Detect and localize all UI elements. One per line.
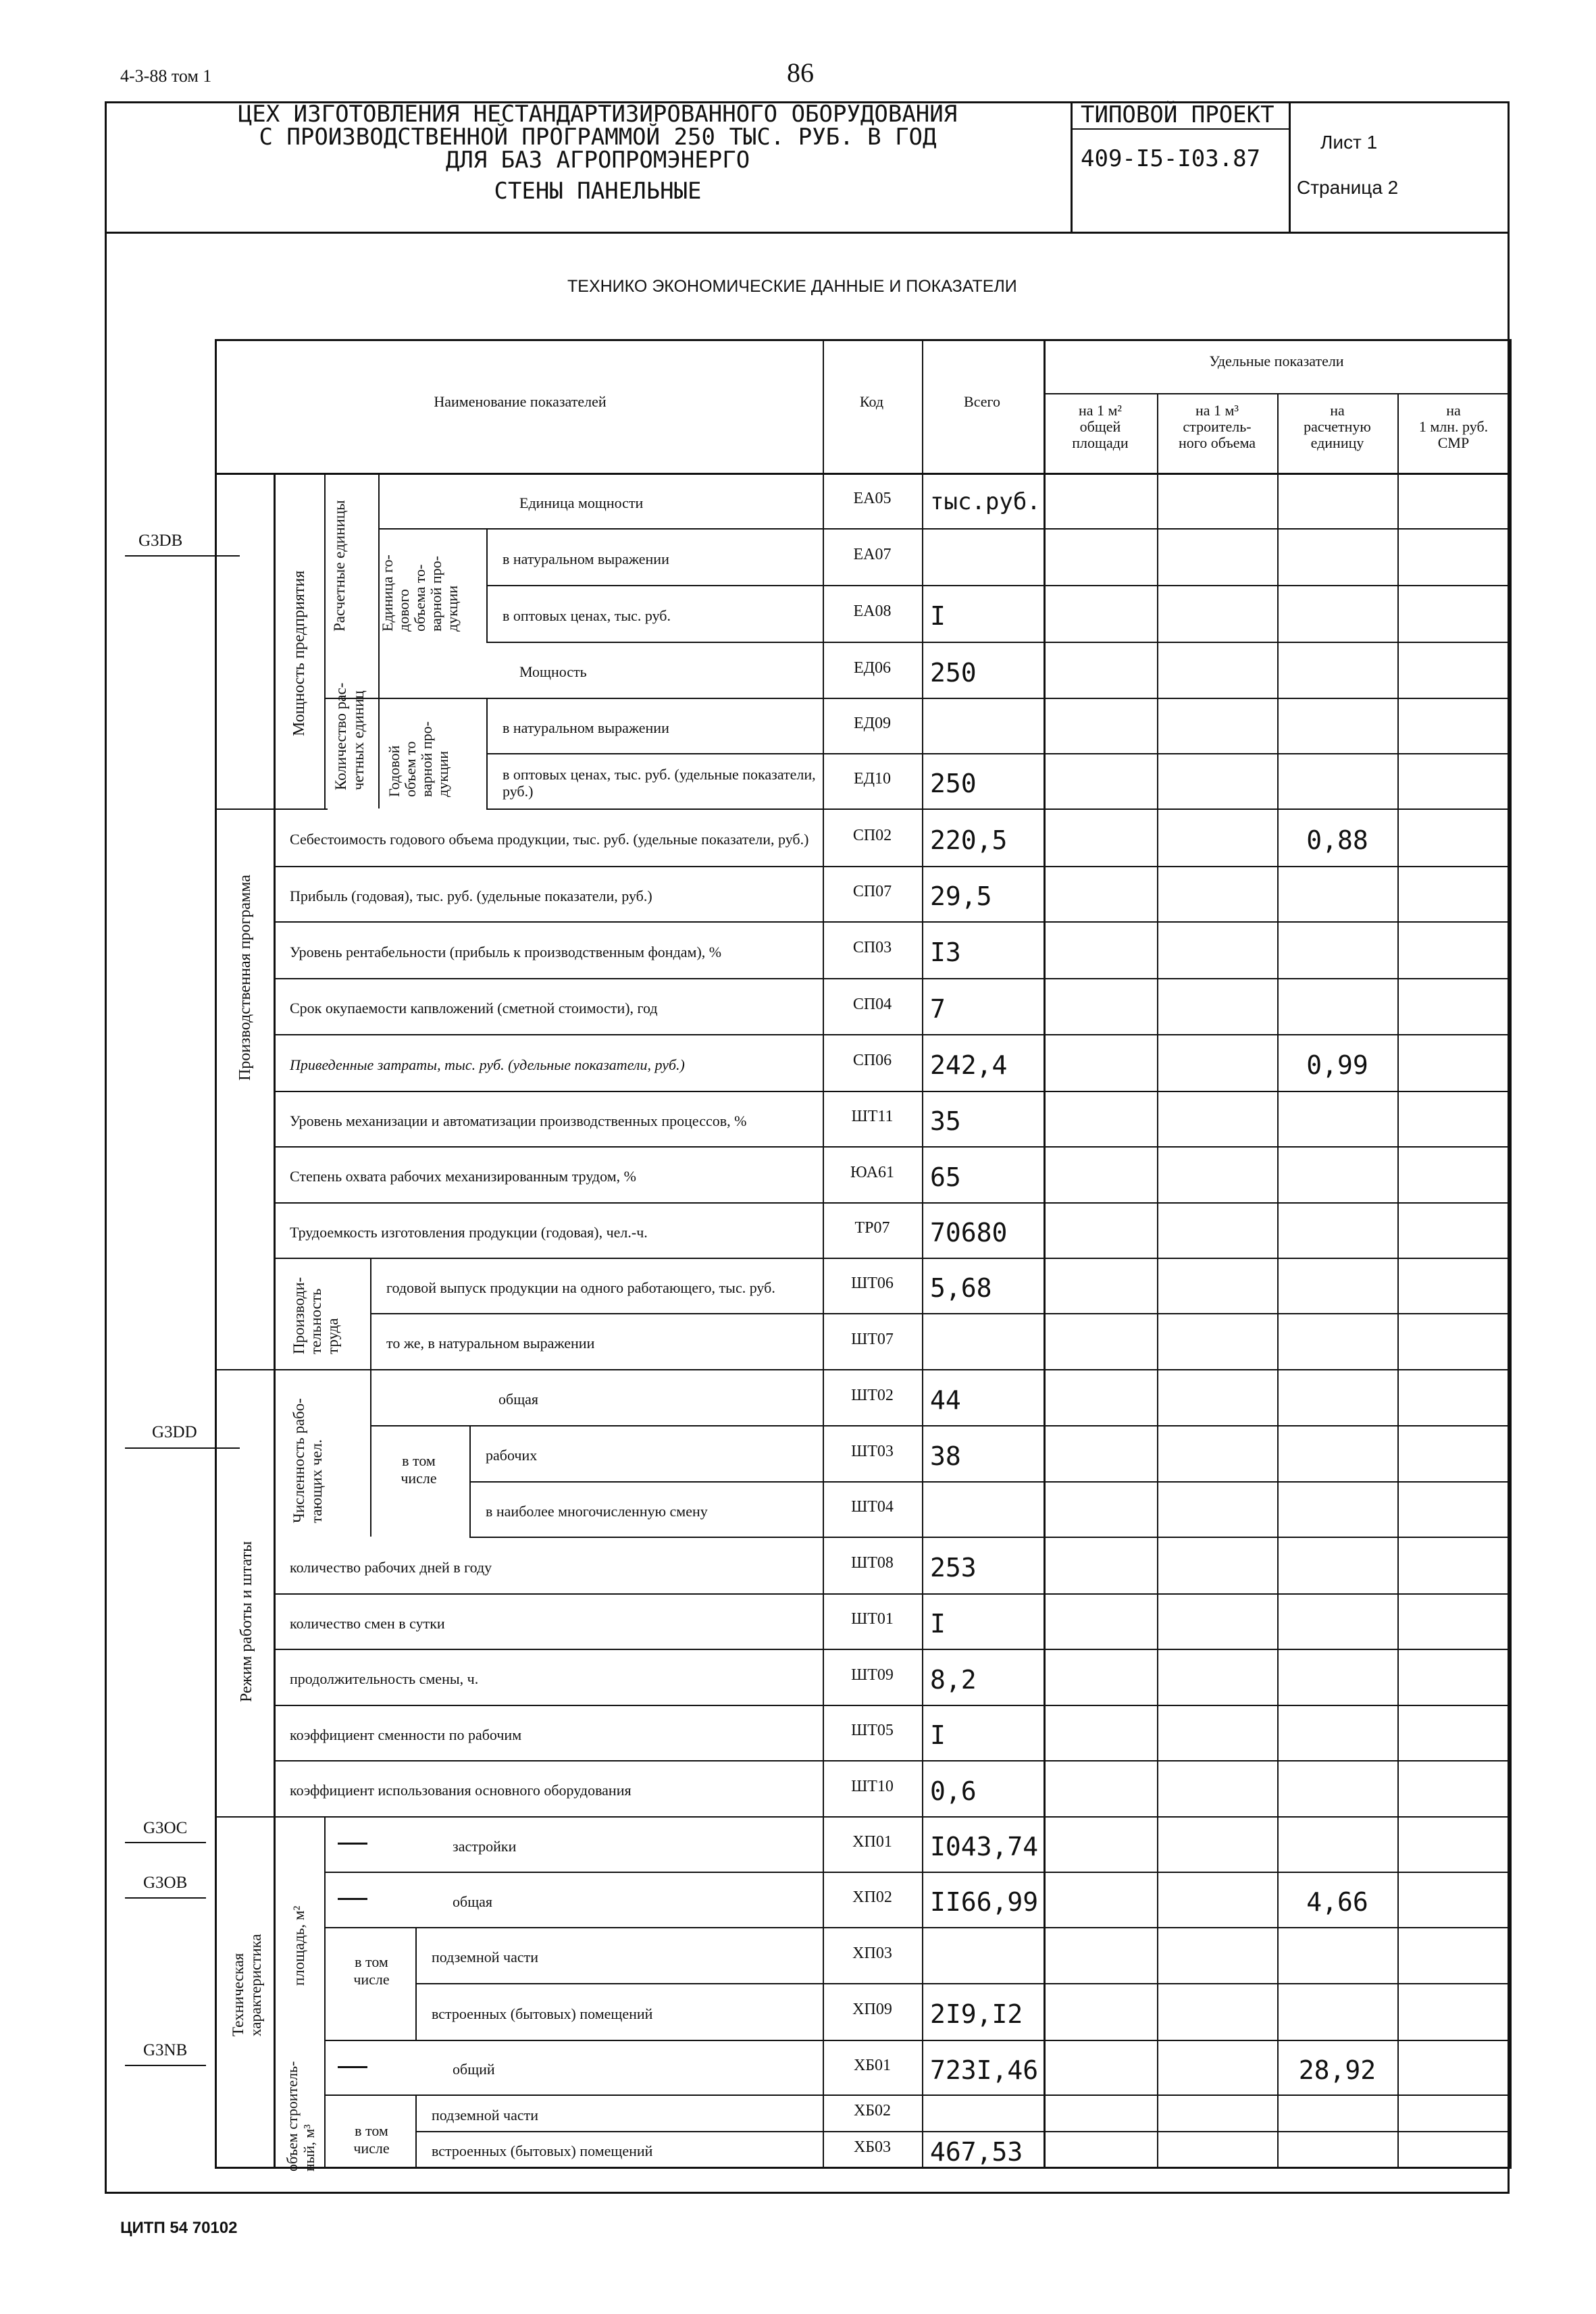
header-name: Наименование показателей [434,393,607,410]
table-rule [324,2040,415,2041]
table-rule [274,1146,1510,1148]
table-rule [274,1258,1510,1259]
row-total: 220,5 [930,825,1008,855]
project-label: ТИПОВОЙ ПРОЕКТ [1081,101,1275,128]
row-total: 253 [930,1553,977,1583]
row-total: 0,6 [930,1776,977,1806]
row-total: II66,99 [930,1887,1039,1917]
incl-headcount: в том числе [401,1452,437,1487]
table-rule [415,2131,1510,2132]
row-label: общая [498,1391,539,1408]
row-code: ШТ05 [851,1722,894,1739]
dash-mark [338,1898,367,1900]
row-code: ШТ10 [851,1777,894,1795]
row-label: Мощность [519,663,587,680]
row-total: I3 [930,937,961,967]
row-total: тыс.руб. [930,488,1041,515]
table-rule [370,1425,1510,1426]
row-label: в натуральном выражении [503,719,669,736]
table-rule [274,1816,1510,1818]
group-calc-units: Расчетные единицы [331,500,348,632]
row-code: СП07 [852,883,892,900]
table-title: ТЕХНИКО ЭКОНОМИЧЕСКИЕ ДАННЫЕ И ПОКАЗАТЕЛИ [567,277,1017,296]
marker-g3db: G3DB [138,532,183,550]
row-label: Единица мощности [519,494,644,511]
row-code: СП03 [852,939,892,956]
row-code: ШТ06 [851,1275,894,1292]
table-right-rule [1510,339,1512,2169]
table-rule [274,866,1510,867]
row-total: 70680 [930,1218,1008,1248]
table-rule [378,698,1510,699]
marker-g3dd: G3DD [152,1423,197,1441]
project-number: 409-I5-I03.87 [1081,145,1261,172]
table-rule [274,1034,1510,1035]
table-rule [415,1983,1510,1984]
row-total: 35 [930,1106,961,1136]
row-label: коэффициент использования основного оборудования [290,1782,632,1799]
table-rule [215,1816,276,1818]
row-label: общий [453,2061,495,2078]
row-code: ЕА08 [853,602,892,620]
table-rule [274,1593,1510,1595]
table-rule [486,528,488,642]
table-rule [324,473,326,808]
table-rule [274,1760,1510,1762]
table-rule [370,1258,371,1537]
row-code: ЕА05 [853,490,892,507]
row-code: ШТ11 [851,1108,894,1125]
header-sub-rule [1044,393,1510,394]
row-total: I [930,601,946,631]
group-production-program: Производственная программа [236,875,254,1081]
table-rule [274,1649,1510,1650]
row-total: 250 [930,769,977,798]
table-rule [486,698,488,808]
table-rule [274,1705,1510,1706]
row-total: 7 [930,994,946,1024]
row-code: СП04 [852,995,892,1013]
row-total: 65 [930,1162,961,1192]
row-code: СП02 [852,826,892,844]
row-total: I [930,1609,946,1639]
page-number: 86 [787,57,814,88]
table-rule [276,1369,370,1370]
row-label: Уровень рентабельности (прибыль к производственным фондам), % [290,943,722,960]
header-total: Всего [964,393,1000,410]
table-rule [378,528,1510,530]
row-label: встроенных (бытовых) помещений [432,2142,653,2159]
row-label: годовой выпуск продукции на одного работающего, тыс. руб. [386,1279,775,1296]
row-per-unit: 28,92 [1298,2055,1376,2085]
row-label: Себестоимость годового объема продукции, тыс. руб. (удельные показатели, руб.) [290,831,809,848]
row-total: 250 [930,657,977,688]
table-rule [1157,393,1158,2167]
sheet-number: Лист 1 [1320,132,1378,153]
incl-volume: в том числе [353,2122,390,2157]
table-rule [274,978,1510,979]
header-per-volume: на 1 м³ строитель- ного объема [1178,402,1256,451]
table-rule [274,921,1510,923]
table-rule [415,2040,1510,2041]
row-code: ЕД09 [853,715,892,732]
row-total: 5,68 [930,1273,992,1303]
group-rule-major [274,473,276,2167]
row-label: количество смен в сутки [290,1614,445,1632]
row-code: ХБ01 [853,2056,892,2074]
row-total: 242,4 [930,1050,1008,1080]
table-rule [274,1091,1510,1092]
marker-g3nb: G3NB [143,2041,188,2059]
row-total: 2I9,I2 [930,1999,1023,2029]
row-code: ХП03 [852,1944,892,1962]
table-rule [1044,339,1046,2169]
row-label: подземной части [432,1949,539,1965]
row-code: ШТ03 [851,1442,894,1460]
table-rule [922,339,923,2169]
table-rule [370,1313,1510,1314]
series-label: 4-3-88 том 1 [120,66,212,86]
table-top-rule [215,339,1510,341]
marker-g3oc: G3OC [143,1819,188,1837]
row-code: ШТ01 [851,1610,894,1628]
table-rule [486,753,1510,754]
table-rule [324,1927,1510,1928]
row-code: ЕД06 [853,659,892,677]
row-per-unit: 0,88 [1306,825,1368,855]
table-rule [378,473,380,808]
row-label: застройки [453,1837,517,1855]
header-bottom-rule [215,473,1510,475]
dash-mark [338,1843,367,1845]
row-code: СП06 [852,1052,892,1069]
header-per-million: на 1 млн. руб. СМР [1418,402,1489,451]
header-specific: Удельные показатели [1209,353,1344,369]
row-code: ХП09 [852,2001,892,2018]
table-rule [469,1537,1510,1538]
document-title: ЦЕХ ИЗГОТОВЛЕНИЯ НЕСТАНДАРТИЗИРОВАННОГО ОБОРУДОВАНИЯ С ПРОИЗВОДСТВЕННОЙ ПРОГРАММОЙ 250 ТЫС. РУБ. В ГОД ДЛЯ БАЗ АГРОПРОМЭНЕРГО СТЕНЫ ПАНЕЛЬНЫЕ [238,101,958,205]
header-code: Код [859,393,884,410]
row-label: Срок окупаемости капвложений (сметной стоимости), год [290,1000,658,1017]
header-per-unit: на расчетную единицу [1304,402,1371,451]
row-code: ХП02 [852,1888,892,1906]
table-rule [415,2167,1510,2168]
footer-code: ЦИТП 54 70102 [120,2219,238,2237]
marker-g3ob: G3OB [143,1874,188,1892]
row-total: I043,74 [930,1832,1039,1861]
row-label: продолжительность смены, ч. [290,1670,479,1687]
row-label: рабочих [486,1447,538,1464]
row-label: в наиболее многочисленную смену [486,1502,708,1520]
row-label: коэффициент сменности по рабочим [290,1726,522,1743]
row-label: Трудоемкость изготовления продукции (годовая), чел.-ч. [290,1223,648,1241]
row-code: ХБ03 [853,2138,892,2156]
table-rule [274,1202,1510,1204]
row-label: в оптовых ценах, тыс. руб. (удельные показатели, руб.) [503,766,816,800]
table-rule [324,1816,326,2167]
row-total: 29,5 [930,881,992,911]
row-total: 723I,46 [930,2055,1039,2085]
row-total: 44 [930,1385,961,1415]
header-per-area: на 1 м² общей площади [1072,402,1129,451]
row-label: в натуральном выражении [503,550,669,567]
row-label: Приведенные затраты, тыс. руб. (удельные показатели, руб.) [290,1056,685,1073]
table-rule [215,808,328,810]
table-rule [324,1872,1510,1873]
row-label: общая [453,1893,493,1910]
group-enterprise-capacity: Мощность предприятия [290,570,308,736]
row-label: Прибыль (годовая), тыс. руб. (удельные показатели, руб.) [290,887,652,904]
row-code: ШТ07 [851,1330,894,1348]
incl-area: в том числе [353,1953,390,1988]
table-rule [486,585,1510,586]
group-area: площадь, м² [290,1905,307,1986]
row-code: ХП01 [852,1833,892,1851]
row-per-unit: 0,99 [1306,1050,1368,1080]
row-total: 467,53 [930,2136,1023,2167]
row-total: 8,2 [930,1664,977,1695]
row-total: I [930,1720,946,1750]
row-code: ХБ02 [853,2102,892,2119]
page-label: Страница 2 [1297,177,1399,198]
group-work-mode: Режим работы и штаты [238,1541,255,1702]
table-rule [469,1481,1510,1483]
row-code: ЮА61 [850,1163,895,1181]
row-code: ШТ08 [851,1554,894,1572]
row-code: ТР07 [854,1219,890,1237]
row-code: ЕА07 [853,546,892,563]
table-rule [324,2094,1510,2096]
row-code: ШТ02 [851,1386,894,1404]
row-label: встроенных (бытовых) помещений [432,2005,653,2022]
row-per-unit: 4,66 [1306,1887,1368,1917]
row-label: подземной части [432,2106,539,2124]
table-rule [486,808,1510,810]
table-left-rule [215,339,217,2169]
table-rule [486,642,1510,643]
row-label: в оптовых ценах, тыс. руб. [503,607,671,624]
row-label: то же, в натуральном выражении [386,1335,595,1352]
table-rule [1397,393,1399,2167]
table-rule [469,1425,471,1537]
row-code: ШТ04 [851,1498,894,1516]
table-rule [370,1369,1510,1370]
row-code: ЕД10 [853,770,892,788]
row-code: ШТ09 [851,1666,894,1684]
dash-mark [338,2066,367,2068]
table-rule [215,1369,276,1370]
row-total: 38 [930,1441,961,1471]
row-label: Степень охвата рабочих механизированным трудом, % [290,1168,636,1185]
row-label: Уровень механизации и автоматизации производственных процессов, % [290,1112,747,1129]
row-label: количество рабочих дней в году [290,1558,492,1576]
